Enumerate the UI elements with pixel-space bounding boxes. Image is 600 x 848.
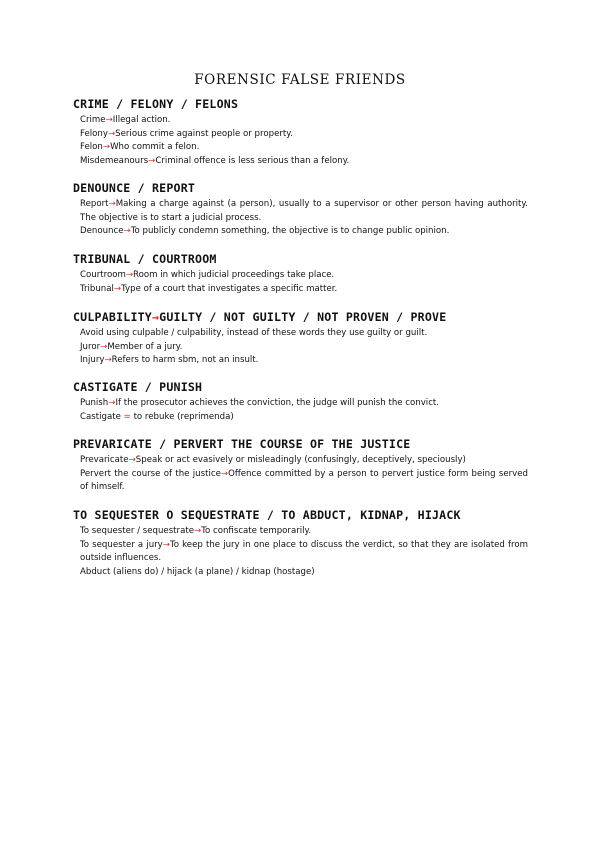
arrow-icon: → <box>123 226 131 236</box>
entry-line: Courtroom→Room in which judicial proceedings take place. <box>80 270 335 280</box>
arrow-icon: → <box>108 398 116 408</box>
arrow-icon: → <box>125 270 134 280</box>
arrow-icon: → <box>104 355 112 365</box>
entry-line: Tribunal→Type of a court that investigates a specific matter. <box>80 283 338 294</box>
entry-paragraph: To sequester a jury→To keep the jury in one place to discuss the verdict, so that they are isolated from outside influences. <box>80 539 528 563</box>
entry-line: Denounce→To publicly condemn something, the objective is to change public opinion. <box>80 226 450 236</box>
page-title: FORENSIC FALSE FRIENDS <box>194 72 406 88</box>
arrow-icon: → <box>105 115 113 125</box>
section-culpability <box>73 310 528 368</box>
entry-line: Avoid using culpable / culpability, instead of these words they use guilty or guilt. <box>80 328 428 338</box>
section-heading: CRIME / FELONY / FELONS <box>73 97 239 111</box>
entry-paragraph: Report→Making a charge against (a person), usually to a supervisor or other person having authority. The objective is to start a judicial process. <box>80 199 528 223</box>
arrow-icon: → <box>102 142 111 152</box>
section-tribunal <box>73 252 528 296</box>
arrow-icon: → <box>220 468 229 479</box>
entry-line: Injury→Refers to harm sbm, not an insult. <box>80 355 259 365</box>
arrow-icon: → <box>151 310 160 324</box>
arrow-icon: → <box>107 128 116 139</box>
arrow-icon: → <box>113 283 122 294</box>
entry-line: Punish→If the prosecutor achieves the conviction, the judge will punish the convict. <box>80 398 440 408</box>
arrow-icon: → <box>128 455 136 465</box>
arrow-icon: → <box>148 155 156 166</box>
entry-line: Felony→Serious crime against people or property. <box>80 128 293 139</box>
arrow-icon: → <box>108 199 116 209</box>
section-heading: CULPABILITY→GUILTY / NOT GUILTY / NOT PROVEN / PROVE <box>73 310 447 324</box>
section-heading: CASTIGATE / PUNISH <box>73 380 203 394</box>
section-heading: TRIBUNAL / COURTROOM <box>73 252 217 266</box>
arrow-icon: → <box>194 526 202 536</box>
section-heading: PREVARICATE / PERVERT THE COURSE OF THE JUSTICE <box>73 437 411 451</box>
entry-line: To sequester / sequestrate→To confiscate temporarily. <box>80 526 312 536</box>
entry-line: Crime→Illegal action. <box>80 115 171 125</box>
section-castigate <box>73 380 528 424</box>
section-heading: DENOUNCE / REPORT <box>73 181 196 195</box>
entry-line: Felon→Who commit a felon. <box>80 142 200 152</box>
section-crime <box>73 97 528 168</box>
equals-sign: = <box>120 411 134 422</box>
entry-line: Misdemeanours→Criminal offence is less serious than a felony. <box>80 155 350 166</box>
arrow-icon: → <box>100 341 108 352</box>
entry-line: Castigate = to rebuke (reprimenda) <box>80 411 234 422</box>
section-heading: TO SEQUESTER O SEQUESTRATE / TO ABDUCT, KIDNAP, HIJACK <box>73 508 461 522</box>
section-denounce <box>73 181 528 239</box>
arrow-icon: → <box>162 539 170 550</box>
entry-paragraph: Pervert the course of the justice→Offence committed by a person to pervert justice form being served of himself. <box>80 468 529 492</box>
section-prevaricate <box>73 437 528 495</box>
section-sequester <box>73 508 528 579</box>
entry-line: Prevaricate→Speak or act evasively or misleadingly (confusingly, deceptively, speciously) <box>80 455 466 465</box>
entry-line: Abduct (aliens do) / hijack (a plane) / kidnap (hostage) <box>80 566 315 577</box>
entry-line: Juror→Member of a jury. <box>80 341 183 352</box>
